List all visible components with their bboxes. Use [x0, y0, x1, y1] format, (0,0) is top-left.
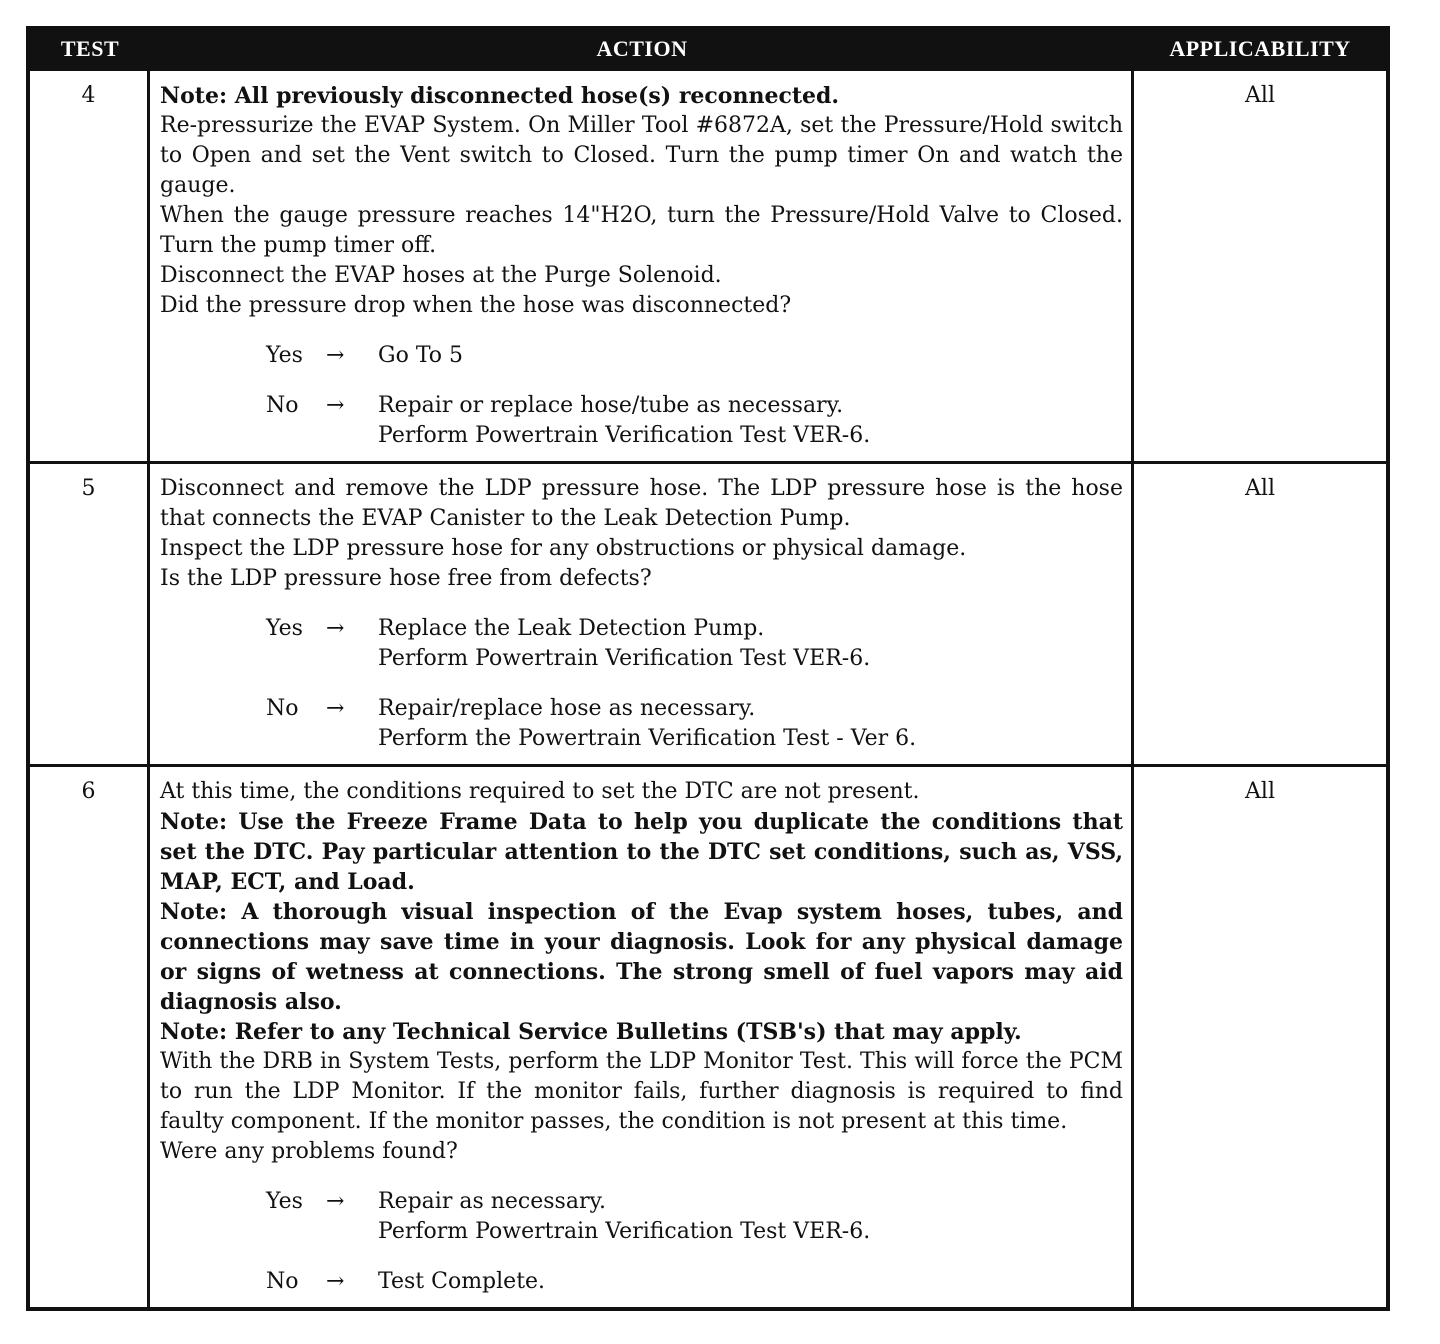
- header-action: ACTION: [596, 36, 688, 61]
- branch-answer: Yes: [266, 343, 303, 368]
- applicability-cell: All: [1245, 779, 1275, 804]
- arrow-right-icon: →: [326, 1189, 345, 1214]
- branch-answer: No: [266, 696, 299, 721]
- result-line: Repair as necessary.: [378, 1189, 606, 1214]
- branch-result: [378, 614, 1123, 674]
- header-applicability: APPLICABILITY: [1169, 36, 1351, 61]
- applicability-cell: All: [1245, 476, 1275, 501]
- table-row: [30, 68, 1386, 461]
- table-header: [30, 30, 1386, 68]
- branch-result: [378, 694, 1123, 754]
- branch-result: [378, 1187, 1123, 1247]
- result-line: Test Complete.: [378, 1269, 546, 1294]
- note-text: Note: All previously disconnected hose(s) reconnected.: [160, 83, 840, 109]
- arrow-right-icon: →: [326, 696, 345, 721]
- arrow-right-icon: →: [326, 616, 345, 641]
- branch-answer: No: [266, 393, 299, 418]
- test-number: 5: [30, 464, 150, 764]
- branch-no: [160, 391, 1123, 451]
- result-line: Perform Powertrain Verification Test VER-6.: [378, 423, 871, 448]
- note-text: Note: Refer to any Technical Service Bulletins (TSB's) that may apply.: [160, 1019, 1022, 1045]
- applicability-cell: All: [1245, 83, 1275, 108]
- instruction-text: At this time, the conditions required to set the DTC are not present.: [160, 779, 920, 804]
- instruction-text: Disconnect the EVAP hoses at the Purge Solenoid.: [160, 263, 722, 288]
- branch-answer: Yes: [266, 1189, 303, 1214]
- note-text: Note: A thorough visual inspection of the Evap system hoses, tubes, and connections may save time in your diagnosis. Look for any physical damage or signs of wetness at connections. The strong smell of fuel vapors may aid diagnosis also.: [160, 899, 1123, 1015]
- branch-result: [378, 391, 1123, 451]
- instruction-text: Is the LDP pressure hose free from defects?: [160, 566, 652, 591]
- branch-yes: [160, 341, 1123, 371]
- action-cell: [150, 71, 1134, 461]
- result-line: Repair or replace hose/tube as necessary.: [378, 393, 844, 418]
- arrow-right-icon: →: [326, 393, 345, 418]
- instruction-text: When the gauge pressure reaches 14"H2O, turn the Pressure/Hold Valve to Closed. Turn the pump timer off.: [160, 203, 1123, 258]
- result-line: Repair/replace hose as necessary.: [378, 696, 756, 721]
- diagnostic-table: [26, 26, 1390, 1311]
- result-line: Replace the Leak Detection Pump.: [378, 616, 765, 641]
- result-line: Perform Powertrain Verification Test VER-6.: [378, 1219, 871, 1244]
- table-row: [30, 764, 1386, 1307]
- branch-no: [160, 694, 1123, 754]
- branch-answer: No: [266, 1269, 299, 1294]
- test-number: 4: [30, 71, 150, 461]
- branch-yes: [160, 614, 1123, 674]
- result-line: Perform Powertrain Verification Test VER-6.: [378, 646, 871, 671]
- branch-result: [378, 1267, 1123, 1297]
- branch-no: [160, 1267, 1123, 1297]
- instruction-text: With the DRB in System Tests, perform the LDP Monitor Test. This will force the PCM to run the LDP Monitor. If the monitor fails, further diagnosis is required to find faulty component. If the monitor passes, the condition is not present at this time.: [160, 1049, 1123, 1134]
- table-row: [30, 461, 1386, 764]
- note-text: Note: Use the Freeze Frame Data to help you duplicate the conditions that set the DTC. Pay particular attention to the DTC set conditions, such as, VSS, MAP, ECT, and Load.: [160, 809, 1123, 895]
- action-cell: [150, 767, 1134, 1307]
- branch-yes: [160, 1187, 1123, 1247]
- arrow-right-icon: →: [326, 1269, 345, 1294]
- instruction-text: Disconnect and remove the LDP pressure hose. The LDP pressure hose is the hose that connects the EVAP Canister to the Leak Detection Pump.: [160, 476, 1123, 531]
- header-test: TEST: [60, 36, 120, 61]
- test-number: 6: [30, 767, 150, 1307]
- branch-answer: Yes: [266, 616, 303, 641]
- branch-result: [378, 341, 1123, 371]
- result-line: Perform the Powertrain Verification Test - Ver 6.: [378, 726, 917, 751]
- table-body: [30, 68, 1386, 1307]
- instruction-text: Did the pressure drop when the hose was disconnected?: [160, 293, 792, 318]
- result-line: Go To 5: [378, 343, 464, 368]
- arrow-right-icon: →: [326, 343, 345, 368]
- instruction-text: Inspect the LDP pressure hose for any obstructions or physical damage.: [160, 536, 967, 561]
- action-cell: [150, 464, 1134, 764]
- instruction-text: Re-pressurize the EVAP System. On Miller Tool #6872A, set the Pressure/Hold switch to Open and set the Vent switch to Closed. Turn the pump timer On and watch the gauge.: [160, 113, 1123, 198]
- instruction-text: Were any problems found?: [160, 1139, 458, 1164]
